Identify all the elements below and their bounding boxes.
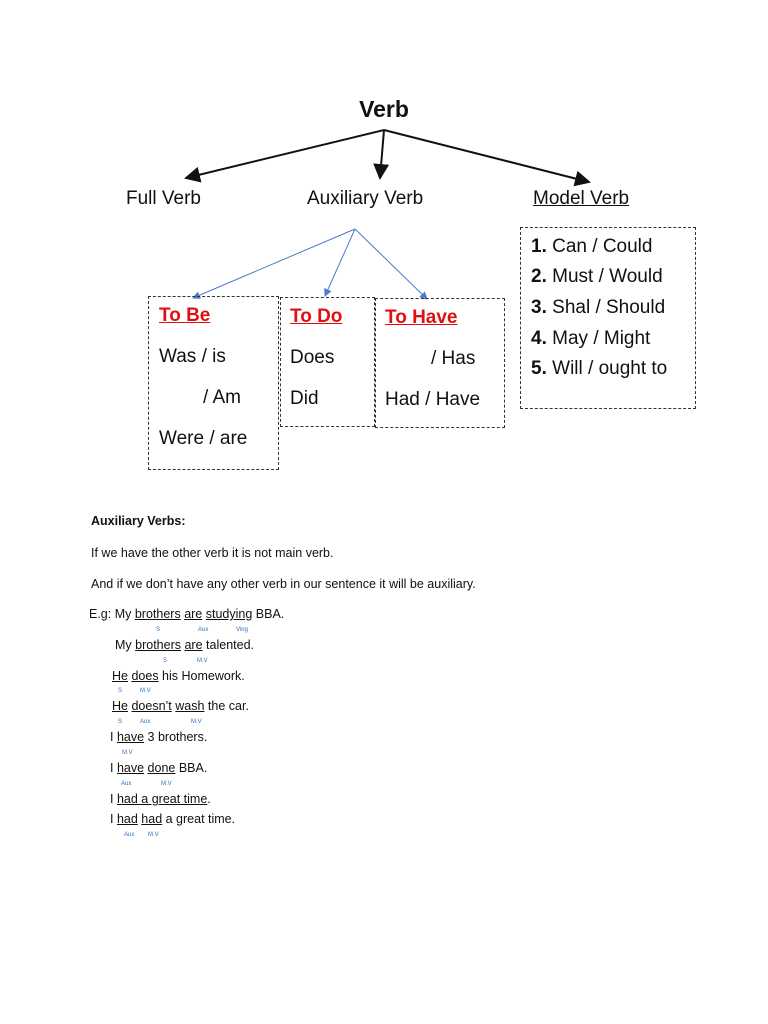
model-item-text: Will / ought to	[552, 358, 668, 379]
branch-auxiliary-verb: Auxiliary Verb	[307, 188, 424, 209]
notes-heading: Auxiliary Verbs:	[91, 514, 186, 528]
grammar-label: Aux	[124, 832, 135, 838]
example-text: a great time.	[162, 812, 236, 826]
grammar-label: Aux	[198, 627, 209, 633]
example-word: doesn’t	[131, 699, 172, 713]
example-text: the car.	[204, 699, 249, 713]
example-sentence	[110, 812, 235, 826]
model-item-number: 3.	[531, 297, 547, 318]
to-have-box	[375, 298, 505, 428]
example-lead: My	[115, 638, 136, 652]
to-have-line: Had / Have	[385, 389, 481, 410]
example-text: his Homework.	[158, 669, 245, 683]
example-word: are	[184, 638, 203, 652]
example-text: .	[207, 792, 211, 806]
to-be-box	[148, 296, 279, 470]
model-item-number: 5.	[531, 358, 547, 379]
to-be-heading: To Be	[159, 305, 211, 326]
model-item-text: Must / Would	[552, 266, 663, 287]
example-word: had a great time	[116, 792, 208, 806]
example-sentence	[110, 730, 207, 744]
example-text: BBA.	[175, 761, 208, 775]
grammar-label: Ving	[236, 627, 248, 633]
grammar-label: Aux	[140, 719, 151, 725]
arrow-to-have	[355, 229, 427, 299]
notes-line-1: If we have the other verb it is not main verb.	[91, 546, 334, 560]
grammar-label: S	[118, 719, 123, 725]
notes-line-2: And if we don’t have any other verb in our sentence it will be auxiliary.	[91, 577, 476, 591]
example-sentence	[110, 792, 211, 806]
arrow-to-be	[193, 229, 355, 298]
example-text: BBA.	[252, 607, 285, 621]
example-word: He	[112, 699, 128, 713]
grammar-label: M.V	[161, 781, 172, 787]
to-have-heading: To Have	[385, 307, 458, 328]
example-word: have	[116, 730, 145, 744]
branch-model-verb: Model Verb	[533, 188, 630, 209]
example-word: brothers	[134, 607, 181, 621]
example-lead: I	[110, 812, 117, 826]
grammar-label: M.V	[197, 658, 208, 664]
example-lead: I	[110, 792, 117, 806]
grammar-label: M.V	[140, 688, 151, 694]
example-sentence	[115, 638, 254, 652]
example-word: done	[147, 761, 176, 775]
example-word: wash	[175, 699, 205, 713]
to-do-heading: To Do	[290, 306, 343, 327]
example-sentence	[112, 699, 249, 713]
grammar-label: M.V	[148, 832, 159, 838]
example-word: brothers	[135, 638, 181, 652]
model-item-text: Can / Could	[552, 236, 653, 257]
grammar-label: M.V	[191, 719, 202, 725]
grammar-label: S	[118, 688, 123, 694]
example-word: had	[141, 812, 163, 826]
to-be-line: Was / is	[159, 346, 226, 367]
branch-full-verb: Full Verb	[126, 188, 201, 209]
grammar-label: S	[156, 627, 161, 633]
to-do-line: Does	[290, 347, 335, 368]
model-item-text: May / Might	[552, 328, 651, 349]
model-item-number: 2.	[531, 266, 547, 287]
to-do-line: Did	[290, 388, 319, 409]
to-be-line: Were / are	[159, 428, 248, 449]
model-item-number: 1.	[531, 236, 547, 257]
grammar-label: M.V	[122, 750, 133, 756]
example-lead: I	[110, 761, 117, 775]
arrow-to-model-verb	[384, 130, 589, 182]
example-word: have	[116, 761, 145, 775]
to-be-line: / Am	[203, 387, 242, 408]
example-word: are	[184, 607, 203, 621]
model-item-number: 4.	[531, 328, 547, 349]
grammar-label: S	[163, 658, 168, 664]
to-have-line: / Has	[431, 348, 476, 369]
example-sentence	[110, 761, 207, 775]
model-item-text: Shal / Should	[552, 297, 666, 318]
example-sentence	[112, 669, 245, 683]
to-do-box	[280, 297, 375, 427]
grammar-label: Aux	[121, 781, 132, 787]
example-sentence	[89, 607, 284, 621]
arrow-to-full-verb	[186, 130, 384, 178]
model-verb-box	[520, 227, 696, 409]
arrow-to-auxiliary-verb	[380, 130, 384, 178]
diagram-title: Verb	[359, 96, 409, 122]
example-text: talented.	[202, 638, 254, 652]
model-item	[531, 358, 667, 380]
example-word: He	[112, 669, 128, 683]
example-word: had	[116, 812, 138, 826]
model-item	[531, 266, 663, 288]
model-item	[531, 297, 665, 319]
example-lead: I	[110, 730, 117, 744]
arrow-to-do	[325, 229, 355, 296]
model-item	[531, 328, 650, 350]
example-text: 3 brothers.	[144, 730, 208, 744]
example-word: studying	[205, 607, 253, 621]
example-word: does	[131, 669, 159, 683]
example-lead: E.g: My	[89, 607, 135, 621]
model-item	[531, 236, 652, 258]
